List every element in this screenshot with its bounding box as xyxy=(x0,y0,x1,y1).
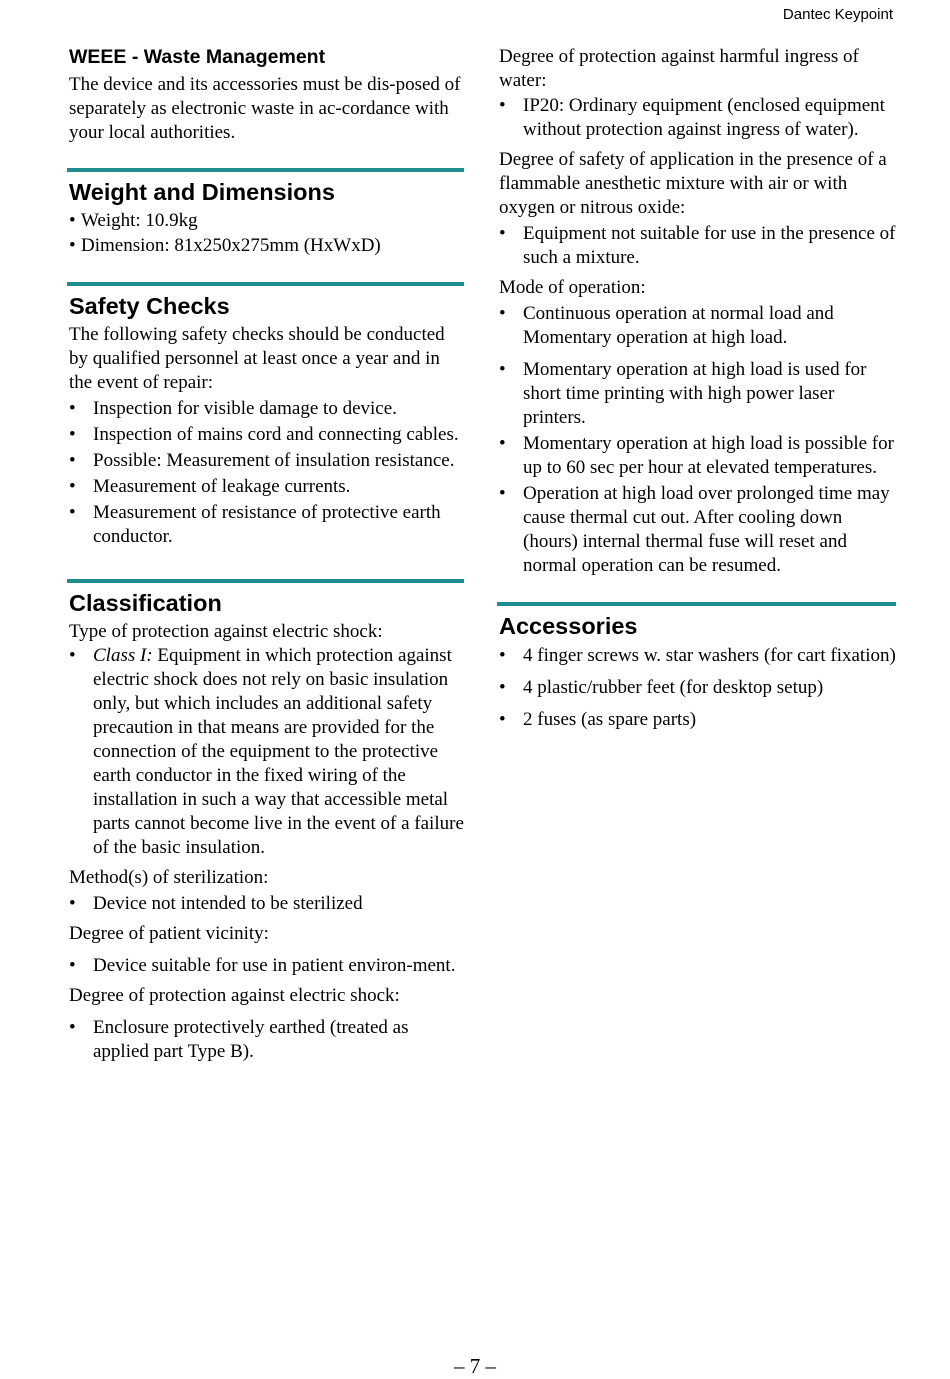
bullet-icon: • xyxy=(499,95,506,116)
list-item: • Enclosure protectively earthed (treated as applied part Type B). xyxy=(69,1017,409,1062)
list-item: • Dimension: 81x250x275mm (HxWxD) xyxy=(69,235,381,256)
list-item: • Measurement of resistance of protective earth conductor. xyxy=(69,502,441,547)
right-column xyxy=(499,44,896,732)
list-item: • Equipment not suitable for use in the presence of such a mixture. xyxy=(499,223,896,268)
flammable-list xyxy=(499,222,896,270)
safety-intro: The following safety checks should be conducted by qualified personnel at least once a year and in the event of repair: xyxy=(69,324,445,393)
mode-label: Mode of operation: xyxy=(499,277,646,298)
list-item: • Class I: Equipment in which protection against electric shock does not rely on basic insulation only, but which includes an additional safety precaution in that means are provided for the connection of the equipment to the protective earth conductor in the fixed wiring of the installation in such a way that accessible metal parts cannot become live in the event of a failure of the basic insulation. xyxy=(69,645,464,858)
bullet-icon: • xyxy=(69,235,76,256)
bullet-icon: • xyxy=(69,210,76,231)
classification-heading: Classification xyxy=(69,590,222,616)
bullet-icon: • xyxy=(499,359,506,380)
bullet-icon: • xyxy=(499,433,506,454)
bullet-icon: • xyxy=(499,303,506,324)
list-item: • IP20: Ordinary equipment (enclosed equipment without protection against ingress of water). xyxy=(499,95,885,140)
list-item: • 4 finger screws w. star washers (for cart fixation) xyxy=(499,645,896,666)
accessories-heading: Accessories xyxy=(499,613,638,639)
weight-heading: Weight and Dimensions xyxy=(69,179,335,205)
bullet-icon: • xyxy=(69,424,76,445)
sterilization-label: Method(s) of sterilization: xyxy=(69,867,269,888)
list-item: • Operation at high load over prolonged time may cause thermal cut out. After cooling down (hours) internal thermal fuse will reset and normal operation can be resumed. xyxy=(499,483,890,576)
degree-shock-list xyxy=(69,1016,464,1064)
list-item: • Weight: 10.9kg xyxy=(69,210,198,231)
weight-list xyxy=(69,209,464,258)
list-item: • Continuous operation at normal load and Momentary operation at high load. xyxy=(499,303,834,348)
flammable-label: Degree of safety of application in the presence of a flammable anesthetic mixture with air or with oxygen or nitrous oxide: xyxy=(499,149,887,218)
bullet-icon: • xyxy=(499,709,506,730)
bullet-icon: • xyxy=(69,893,76,914)
vicinity-list xyxy=(69,954,464,978)
safety-list xyxy=(69,397,464,549)
bullet-icon: • xyxy=(499,483,506,504)
sterilization-list xyxy=(69,892,464,916)
left-column xyxy=(69,44,464,1064)
bullet-icon: • xyxy=(69,1017,76,1038)
running-header: Dantec Keypoint xyxy=(782,6,893,23)
list-item: • Inspection for visible damage to device. xyxy=(69,398,397,419)
shock-type-label: Type of protection against electric shock: xyxy=(69,621,383,642)
mode-list xyxy=(499,302,896,578)
weee-text: The device and its accessories must be dis-posed of separately as electronic waste in ac-cordance with your local authorities. xyxy=(69,74,461,143)
bullet-icon: • xyxy=(69,450,76,471)
bullet-icon: • xyxy=(69,645,76,666)
list-item: • 2 fuses (as spare parts) xyxy=(499,709,697,730)
list-item: • Momentary operation at high load is used for short time printing with high power laser printers. xyxy=(499,359,867,428)
class1-term: Class I: xyxy=(93,645,153,666)
list-item: • Measurement of leakage currents. xyxy=(69,476,351,497)
accessories-list xyxy=(499,644,896,732)
section-rule xyxy=(67,282,464,286)
water-label: Degree of protection against harmful ingress of water: xyxy=(499,46,859,91)
section-rule xyxy=(67,579,464,583)
safety-heading: Safety Checks xyxy=(69,293,230,319)
bullet-icon: • xyxy=(69,476,76,497)
list-item: • Device not intended to be sterilized xyxy=(69,893,363,914)
list-item: • Inspection of mains cord and connecting cables. xyxy=(69,424,459,445)
bullet-icon: • xyxy=(69,398,76,419)
section-rule xyxy=(497,602,896,606)
bullet-icon: • xyxy=(499,677,506,698)
list-item: • Device suitable for use in patient environ-ment. xyxy=(69,955,456,976)
bullet-icon: • xyxy=(499,223,506,244)
bullet-icon: • xyxy=(499,645,506,666)
page-number: – 7 – xyxy=(454,1354,496,1378)
vicinity-label: Degree of patient vicinity: xyxy=(69,923,269,944)
section-rule xyxy=(67,168,464,172)
list-item: • Momentary operation at high load is possible for up to 60 sec per hour at elevated temperatures. xyxy=(499,433,894,478)
list-item: • Possible: Measurement of insulation resistance. xyxy=(69,450,455,471)
list-item: • 4 plastic/rubber feet (for desktop setup) xyxy=(499,677,824,698)
degree-shock-label: Degree of protection against electric shock: xyxy=(69,985,400,1006)
bullet-icon: • xyxy=(69,955,76,976)
water-list xyxy=(499,94,896,142)
bullet-icon: • xyxy=(69,502,76,523)
shock-type-list xyxy=(69,644,464,860)
weee-heading: WEEE - Waste Management xyxy=(69,46,326,68)
